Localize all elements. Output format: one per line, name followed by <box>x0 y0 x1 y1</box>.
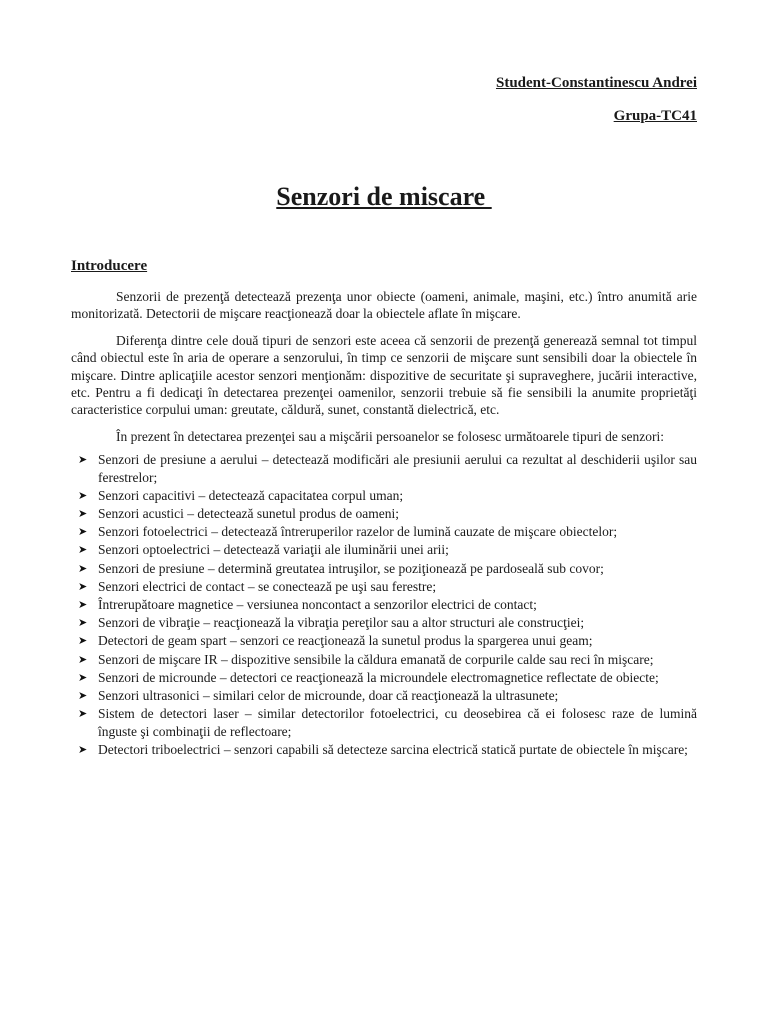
list-item-text: Senzori de presiune a aerului – detectează modificări ale presiunii aerului ca rezultat al deschiderii uşilor sau ferestrelor; <box>98 452 697 485</box>
list-item <box>71 614 697 631</box>
list-item-text: Senzori fotoelectrici – detectează întreruperilor razelor de lumină cauzate de mişcare obiectelor; <box>98 524 618 540</box>
list-item <box>71 578 697 595</box>
document-title <box>71 182 697 212</box>
document-page <box>71 0 697 758</box>
paragraph: Diferenţa dintre cele două tipuri de senzori este aceea că senzorii de prezenţă generează semnal tot timpul când obiectul este în aria de operare a senzorului, în timp ce senzorii de mişcare sunt sensibili doar la obiectele în mişcare. Dintre aplicaţiile acestor senzori menţionăm: dispozitive de securitate şi supraveghere, jucării interactive, etc. Pentru a fi dedicaţi în detectarea prezenţei oamenilor, senzorii trebuie să fie sensibili la anumite proprietăţi caracteristice corpului uman: greutate, căldură, sunet, constantă dielectrică, etc. <box>71 332 697 418</box>
list-item-text: Detectori triboelectrici – senzori capabili să detecteze sarcina electrică statică purtate de obiectele în mişcare; <box>98 741 688 757</box>
arrow-right-icon: ➤ <box>78 670 88 684</box>
sensor-list <box>71 451 697 758</box>
arrow-right-icon: ➤ <box>78 616 88 630</box>
arrow-right-icon: ➤ <box>78 707 88 721</box>
arrow-right-icon: ➤ <box>78 634 88 648</box>
document-title-text: Senzori de miscare <box>276 182 492 211</box>
list-item-text: Întrerupătoare magnetice – versiunea noncontact a senzorilor electrici de contact; <box>98 597 537 613</box>
list-item-text: Senzori de vibraţie – reacţionează la vibraţia pereţilor sau a altor structuri ale construcţiei; <box>98 615 585 631</box>
list-item-text: Sistem de detectori laser – similar detectorilor fotoelectrici, cu deosebirea că ei folosesc raze de lumină înguste şi combinaţii de reflectoare; <box>98 706 697 739</box>
student-group: Grupa-TC41 <box>613 108 697 124</box>
arrow-right-icon: ➤ <box>78 488 88 502</box>
list-item-text: Senzori capacitivi – detectează capacitatea corpul uman; <box>98 487 404 503</box>
list-item-text: Senzori optoelectrici – detectează variaţii ale iluminării unei arii; <box>98 542 449 558</box>
student-name: Student-Constantinescu Andrei <box>495 75 697 91</box>
list-item <box>71 541 697 558</box>
list-item <box>71 596 697 613</box>
list-item <box>71 651 697 668</box>
list-item <box>71 451 697 486</box>
list-item <box>71 560 697 577</box>
list-item <box>71 487 697 504</box>
list-item <box>71 705 697 740</box>
list-item-text: Senzori electrici de contact – se conectează pe uşi sau ferestre; <box>98 578 437 594</box>
list-item-text: Senzori acustici – detectează sunetul produs de oameni; <box>98 506 400 522</box>
arrow-right-icon: ➤ <box>78 543 88 557</box>
arrow-right-icon: ➤ <box>78 561 88 575</box>
paragraph: Senzorii de prezenţă detectează prezenţa unor obiecte (oameni, animale, maşini, etc.) întro anumită arie monitorizată. Detectorii de mişcare reacţionează doar la obiectele aflate în mişcare. <box>71 289 697 322</box>
arrow-right-icon: ➤ <box>78 453 88 467</box>
list-item-text: Detectori de geam spart – senzori ce reacţionează la sunetul produs la spargerea unui geam; <box>98 633 593 649</box>
list-item <box>71 687 697 704</box>
section-heading: Introducere <box>71 258 148 274</box>
list-item <box>71 505 697 522</box>
arrow-right-icon: ➤ <box>78 742 88 756</box>
list-item-text: Senzori de mişcare IR – dispozitive sensibile la căldura emanată de corpurile calde sau reci în mişcare; <box>98 651 654 667</box>
arrow-right-icon: ➤ <box>78 507 88 521</box>
paragraph: În prezent în detectarea prezenţei sau a mişcării persoanelor se folosesc următoarele tipuri de senzori: <box>116 428 664 444</box>
list-item-text: Senzori ultrasonici – similari celor de microunde, doar că reacţionează la ultrasunete; <box>98 688 559 704</box>
arrow-right-icon: ➤ <box>78 579 88 593</box>
arrow-right-icon: ➤ <box>78 598 88 612</box>
arrow-right-icon: ➤ <box>78 689 88 703</box>
arrow-right-icon: ➤ <box>78 525 88 539</box>
arrow-right-icon: ➤ <box>78 652 88 666</box>
list-item <box>71 523 697 540</box>
list-item <box>71 669 697 686</box>
list-item-text: Senzori de presiune – determină greutatea intruşilor, se poziţionează pe pardoseală sub covor; <box>98 560 604 576</box>
list-item <box>71 741 697 758</box>
list-item-text: Senzori de microunde – detectori ce reacţionează la microundele electromagnetice reflectate de obiecte; <box>98 669 659 685</box>
list-item <box>71 632 697 649</box>
